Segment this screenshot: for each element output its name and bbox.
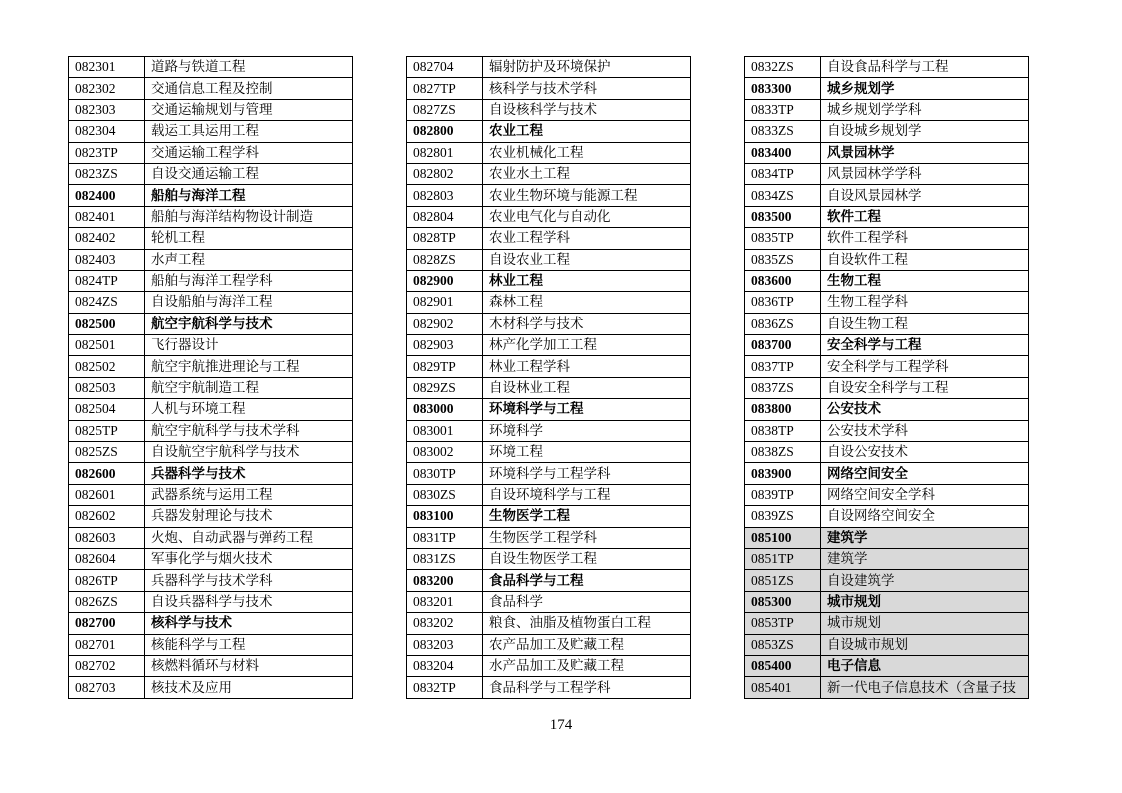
table-row (407, 591, 691, 612)
discipline-name: 航空宇航制造工程 (145, 377, 353, 398)
discipline-code: 082604 (69, 548, 145, 569)
discipline-name: 网络空间安全 (821, 463, 1029, 484)
discipline-code: 082700 (69, 613, 145, 634)
table-row (69, 228, 353, 249)
table-row (407, 185, 691, 206)
table-row (69, 591, 353, 612)
discipline-name: 自设交通运输工程 (145, 163, 353, 184)
discipline-name: 安全科学与工程 (821, 335, 1029, 356)
table-row (407, 677, 691, 698)
discipline-code: 0836TP (745, 292, 821, 313)
discipline-name: 载运工具运用工程 (145, 121, 353, 142)
discipline-code: 0832TP (407, 677, 483, 698)
discipline-code: 082504 (69, 399, 145, 420)
discipline-name: 环境科学与工程 (483, 399, 691, 420)
discipline-code: 082602 (69, 506, 145, 527)
discipline-name: 船舶与海洋工程学科 (145, 270, 353, 291)
discipline-code: 082802 (407, 163, 483, 184)
table-row (69, 527, 353, 548)
table-row (745, 313, 1029, 334)
table-row (69, 677, 353, 698)
discipline-name: 航空宇航科学与技术 (145, 313, 353, 334)
table-row (69, 356, 353, 377)
table-row (407, 249, 691, 270)
discipline-code: 0834TP (745, 163, 821, 184)
discipline-code: 082500 (69, 313, 145, 334)
discipline-name: 核能科学与工程 (145, 634, 353, 655)
discipline-code: 0825TP (69, 420, 145, 441)
table-row (69, 206, 353, 227)
table-row (745, 57, 1029, 78)
discipline-code: 083900 (745, 463, 821, 484)
discipline-code: 083203 (407, 634, 483, 655)
discipline-code: 0824TP (69, 270, 145, 291)
discipline-code: 082601 (69, 484, 145, 505)
discipline-name: 生物医学工程 (483, 506, 691, 527)
discipline-code: 0823ZS (69, 163, 145, 184)
discipline-name: 轮机工程 (145, 228, 353, 249)
table-row (745, 185, 1029, 206)
discipline-code: 0829ZS (407, 377, 483, 398)
table-row (745, 548, 1029, 569)
discipline-code: 083400 (745, 142, 821, 163)
table-row (407, 570, 691, 591)
discipline-code: 0830ZS (407, 484, 483, 505)
discipline-code: 0830TP (407, 463, 483, 484)
discipline-name: 自设环境科学与工程 (483, 484, 691, 505)
table-row (69, 570, 353, 591)
discipline-name: 森林工程 (483, 292, 691, 313)
table-row (69, 270, 353, 291)
discipline-code: 082900 (407, 270, 483, 291)
table-row (745, 99, 1029, 120)
table-row (69, 377, 353, 398)
discipline-name: 辐射防护及环境保护 (483, 57, 691, 78)
discipline-code: 083700 (745, 335, 821, 356)
discipline-code: 085400 (745, 655, 821, 676)
discipline-code: 0836ZS (745, 313, 821, 334)
discipline-name: 软件工程 (821, 206, 1029, 227)
table-row (69, 313, 353, 334)
table-row (745, 78, 1029, 99)
discipline-code: 0838ZS (745, 442, 821, 463)
discipline-code: 0853ZS (745, 634, 821, 655)
table-row (69, 121, 353, 142)
table-row (745, 677, 1029, 698)
discipline-name: 新一代电子信息技术（含量子技 (821, 677, 1029, 698)
discipline-code: 082502 (69, 356, 145, 377)
table-row (745, 228, 1029, 249)
discipline-name: 粮食、油脂及植物蛋白工程 (483, 613, 691, 634)
discipline-name: 农业机械化工程 (483, 142, 691, 163)
table-row (745, 206, 1029, 227)
discipline-code: 082403 (69, 249, 145, 270)
discipline-name: 食品科学与工程 (483, 570, 691, 591)
discipline-code: 085100 (745, 527, 821, 548)
discipline-code: 0826ZS (69, 591, 145, 612)
discipline-name: 农业工程 (483, 121, 691, 142)
table-row (745, 463, 1029, 484)
table-row (745, 356, 1029, 377)
discipline-name: 兵器发射理论与技术 (145, 506, 353, 527)
discipline-code: 0838TP (745, 420, 821, 441)
discipline-name: 食品科学 (483, 591, 691, 612)
discipline-name: 生物医学工程学科 (483, 527, 691, 548)
discipline-code: 0827ZS (407, 99, 483, 120)
table-row (407, 634, 691, 655)
discipline-code: 083204 (407, 655, 483, 676)
table-row (745, 377, 1029, 398)
table-row (407, 270, 691, 291)
table-row (745, 634, 1029, 655)
table-row (407, 420, 691, 441)
table-row (407, 292, 691, 313)
discipline-name: 自设建筑学 (821, 570, 1029, 591)
discipline-code: 0831ZS (407, 548, 483, 569)
discipline-name: 自设生物工程 (821, 313, 1029, 334)
discipline-code: 0833TP (745, 99, 821, 120)
discipline-code: 082702 (69, 655, 145, 676)
discipline-code: 0828TP (407, 228, 483, 249)
discipline-name: 城市规划 (821, 591, 1029, 612)
table-row (745, 613, 1029, 634)
discipline-code: 0829TP (407, 356, 483, 377)
discipline-code: 0827TP (407, 78, 483, 99)
discipline-code: 082501 (69, 335, 145, 356)
discipline-name: 船舶与海洋结构物设计制造 (145, 206, 353, 227)
discipline-name: 自设林业工程 (483, 377, 691, 398)
table-row (69, 185, 353, 206)
table-row (407, 206, 691, 227)
discipline-name: 林业工程 (483, 270, 691, 291)
discipline-code: 0832ZS (745, 57, 821, 78)
discipline-name: 农业生物环境与能源工程 (483, 185, 691, 206)
table-row (745, 335, 1029, 356)
page-number: 174 (549, 717, 573, 733)
discipline-name: 农业水土工程 (483, 163, 691, 184)
discipline-code: 082703 (69, 677, 145, 698)
discipline-code: 0839ZS (745, 506, 821, 527)
discipline-code: 0837ZS (745, 377, 821, 398)
discipline-name: 建筑学 (821, 527, 1029, 548)
discipline-name: 电子信息 (821, 655, 1029, 676)
table-row (407, 356, 691, 377)
table-row (407, 548, 691, 569)
discipline-table-middle (406, 56, 691, 699)
discipline-name: 安全科学与工程学科 (821, 356, 1029, 377)
discipline-name: 核科学与技术学科 (483, 78, 691, 99)
discipline-name: 城乡规划学 (821, 78, 1029, 99)
discipline-code: 0834ZS (745, 185, 821, 206)
discipline-name: 人机与环境工程 (145, 399, 353, 420)
discipline-name: 农业工程学科 (483, 228, 691, 249)
discipline-name: 火炮、自动武器与弹药工程 (145, 527, 353, 548)
discipline-code: 082303 (69, 99, 145, 120)
discipline-code: 082902 (407, 313, 483, 334)
table-row (69, 163, 353, 184)
table-row (69, 292, 353, 313)
table-row (69, 399, 353, 420)
discipline-name: 自设核科学与技术 (483, 99, 691, 120)
table-row (69, 655, 353, 676)
table-row (745, 270, 1029, 291)
discipline-name: 林产化学加工工程 (483, 335, 691, 356)
discipline-code: 085401 (745, 677, 821, 698)
table-row (407, 78, 691, 99)
discipline-code: 0825ZS (69, 442, 145, 463)
discipline-name: 核科学与技术 (145, 613, 353, 634)
table-row (69, 548, 353, 569)
discipline-name: 交通信息工程及控制 (145, 78, 353, 99)
discipline-code: 083200 (407, 570, 483, 591)
discipline-code: 0824ZS (69, 292, 145, 313)
table-row (745, 442, 1029, 463)
table-row (69, 506, 353, 527)
discipline-code: 083500 (745, 206, 821, 227)
discipline-name: 自设城市规划 (821, 634, 1029, 655)
discipline-name: 环境科学 (483, 420, 691, 441)
discipline-name: 兵器科学与技术 (145, 463, 353, 484)
discipline-code: 082401 (69, 206, 145, 227)
table-row (745, 420, 1029, 441)
table-row (407, 442, 691, 463)
discipline-code: 082804 (407, 206, 483, 227)
discipline-name: 风景园林学学科 (821, 163, 1029, 184)
discipline-name: 城市规划 (821, 613, 1029, 634)
discipline-code: 083000 (407, 399, 483, 420)
table-row (745, 570, 1029, 591)
table-row (69, 634, 353, 655)
discipline-code: 083100 (407, 506, 483, 527)
discipline-code: 0833ZS (745, 121, 821, 142)
discipline-code: 0835ZS (745, 249, 821, 270)
discipline-code: 0823TP (69, 142, 145, 163)
discipline-name: 道路与铁道工程 (145, 57, 353, 78)
discipline-code: 082304 (69, 121, 145, 142)
discipline-name: 航空宇航推进理论与工程 (145, 356, 353, 377)
table-row (69, 57, 353, 78)
discipline-name: 自设网络空间安全 (821, 506, 1029, 527)
discipline-code: 083300 (745, 78, 821, 99)
discipline-name: 环境工程 (483, 442, 691, 463)
table-row (407, 463, 691, 484)
table-row (407, 377, 691, 398)
table-row (407, 399, 691, 420)
discipline-name: 环境科学与工程学科 (483, 463, 691, 484)
discipline-code: 083002 (407, 442, 483, 463)
discipline-code: 082603 (69, 527, 145, 548)
discipline-code: 082402 (69, 228, 145, 249)
discipline-code: 082903 (407, 335, 483, 356)
discipline-table-left (68, 56, 353, 699)
table-row (745, 292, 1029, 313)
discipline-code: 082800 (407, 121, 483, 142)
discipline-name: 水声工程 (145, 249, 353, 270)
table-row (407, 613, 691, 634)
table-row (745, 142, 1029, 163)
table-row (745, 506, 1029, 527)
discipline-name: 兵器科学与技术学科 (145, 570, 353, 591)
discipline-name: 网络空间安全学科 (821, 484, 1029, 505)
table-row (745, 591, 1029, 612)
table-row (407, 527, 691, 548)
table-row (407, 506, 691, 527)
table-row (407, 228, 691, 249)
discipline-name: 农产品加工及贮藏工程 (483, 634, 691, 655)
discipline-code: 082600 (69, 463, 145, 484)
discipline-code: 0828ZS (407, 249, 483, 270)
discipline-name: 自设风景园林学 (821, 185, 1029, 206)
table-row (69, 78, 353, 99)
discipline-code: 0826TP (69, 570, 145, 591)
discipline-code: 083600 (745, 270, 821, 291)
table-row (745, 249, 1029, 270)
discipline-code: 0837TP (745, 356, 821, 377)
discipline-code: 0851TP (745, 548, 821, 569)
table-row (69, 249, 353, 270)
discipline-name: 自设农业工程 (483, 249, 691, 270)
table-row (69, 142, 353, 163)
table-row (745, 399, 1029, 420)
discipline-name: 自设安全科学与工程 (821, 377, 1029, 398)
discipline-code: 082901 (407, 292, 483, 313)
discipline-code: 082803 (407, 185, 483, 206)
discipline-name: 公安技术 (821, 399, 1029, 420)
discipline-name: 自设生物医学工程 (483, 548, 691, 569)
discipline-code: 082801 (407, 142, 483, 163)
table-row (745, 484, 1029, 505)
discipline-name: 农业电气化与自动化 (483, 206, 691, 227)
table-row (407, 655, 691, 676)
table-row (745, 527, 1029, 548)
table-row (69, 484, 353, 505)
discipline-name: 自设兵器科学与技术 (145, 591, 353, 612)
discipline-name: 交通运输规划与管理 (145, 99, 353, 120)
discipline-name: 自设船舶与海洋工程 (145, 292, 353, 313)
table-row (407, 163, 691, 184)
discipline-name: 武器系统与运用工程 (145, 484, 353, 505)
discipline-name: 交通运输工程学科 (145, 142, 353, 163)
discipline-code: 0831TP (407, 527, 483, 548)
table-row (407, 335, 691, 356)
discipline-name: 核燃料循环与材料 (145, 655, 353, 676)
table-row (69, 463, 353, 484)
discipline-name: 航空宇航科学与技术学科 (145, 420, 353, 441)
discipline-code: 082302 (69, 78, 145, 99)
table-row (407, 484, 691, 505)
discipline-name: 核技术及应用 (145, 677, 353, 698)
discipline-name: 软件工程学科 (821, 228, 1029, 249)
discipline-code: 082503 (69, 377, 145, 398)
discipline-table-right (744, 56, 1029, 699)
discipline-name: 自设公安技术 (821, 442, 1029, 463)
table-row (745, 121, 1029, 142)
discipline-name: 船舶与海洋工程 (145, 185, 353, 206)
table-row (407, 313, 691, 334)
discipline-name: 生物工程 (821, 270, 1029, 291)
discipline-name: 自设软件工程 (821, 249, 1029, 270)
discipline-code: 083202 (407, 613, 483, 634)
discipline-code: 082301 (69, 57, 145, 78)
discipline-code: 082400 (69, 185, 145, 206)
discipline-name: 食品科学与工程学科 (483, 677, 691, 698)
table-row (69, 442, 353, 463)
discipline-code: 083800 (745, 399, 821, 420)
table-row (407, 121, 691, 142)
table-row (69, 335, 353, 356)
discipline-name: 自设食品科学与工程 (821, 57, 1029, 78)
discipline-code: 083001 (407, 420, 483, 441)
discipline-name: 公安技术学科 (821, 420, 1029, 441)
discipline-code: 0839TP (745, 484, 821, 505)
discipline-code: 0835TP (745, 228, 821, 249)
discipline-name: 水产品加工及贮藏工程 (483, 655, 691, 676)
discipline-name: 建筑学 (821, 548, 1029, 569)
table-row (407, 57, 691, 78)
discipline-code: 082701 (69, 634, 145, 655)
table-row (407, 142, 691, 163)
discipline-name: 风景园林学 (821, 142, 1029, 163)
table-row (69, 613, 353, 634)
discipline-code: 083201 (407, 591, 483, 612)
discipline-name: 军事化学与烟火技术 (145, 548, 353, 569)
discipline-name: 生物工程学科 (821, 292, 1029, 313)
discipline-name: 自设航空宇航科学与技术 (145, 442, 353, 463)
discipline-name: 城乡规划学学科 (821, 99, 1029, 120)
table-row (407, 99, 691, 120)
discipline-name: 林业工程学科 (483, 356, 691, 377)
discipline-code: 082704 (407, 57, 483, 78)
discipline-code: 0851ZS (745, 570, 821, 591)
table-row (745, 163, 1029, 184)
table-row (69, 99, 353, 120)
table-row (745, 655, 1029, 676)
discipline-name: 木材科学与技术 (483, 313, 691, 334)
discipline-name: 飞行器设计 (145, 335, 353, 356)
discipline-code: 0853TP (745, 613, 821, 634)
discipline-name: 自设城乡规划学 (821, 121, 1029, 142)
table-row (69, 420, 353, 441)
discipline-code: 085300 (745, 591, 821, 612)
